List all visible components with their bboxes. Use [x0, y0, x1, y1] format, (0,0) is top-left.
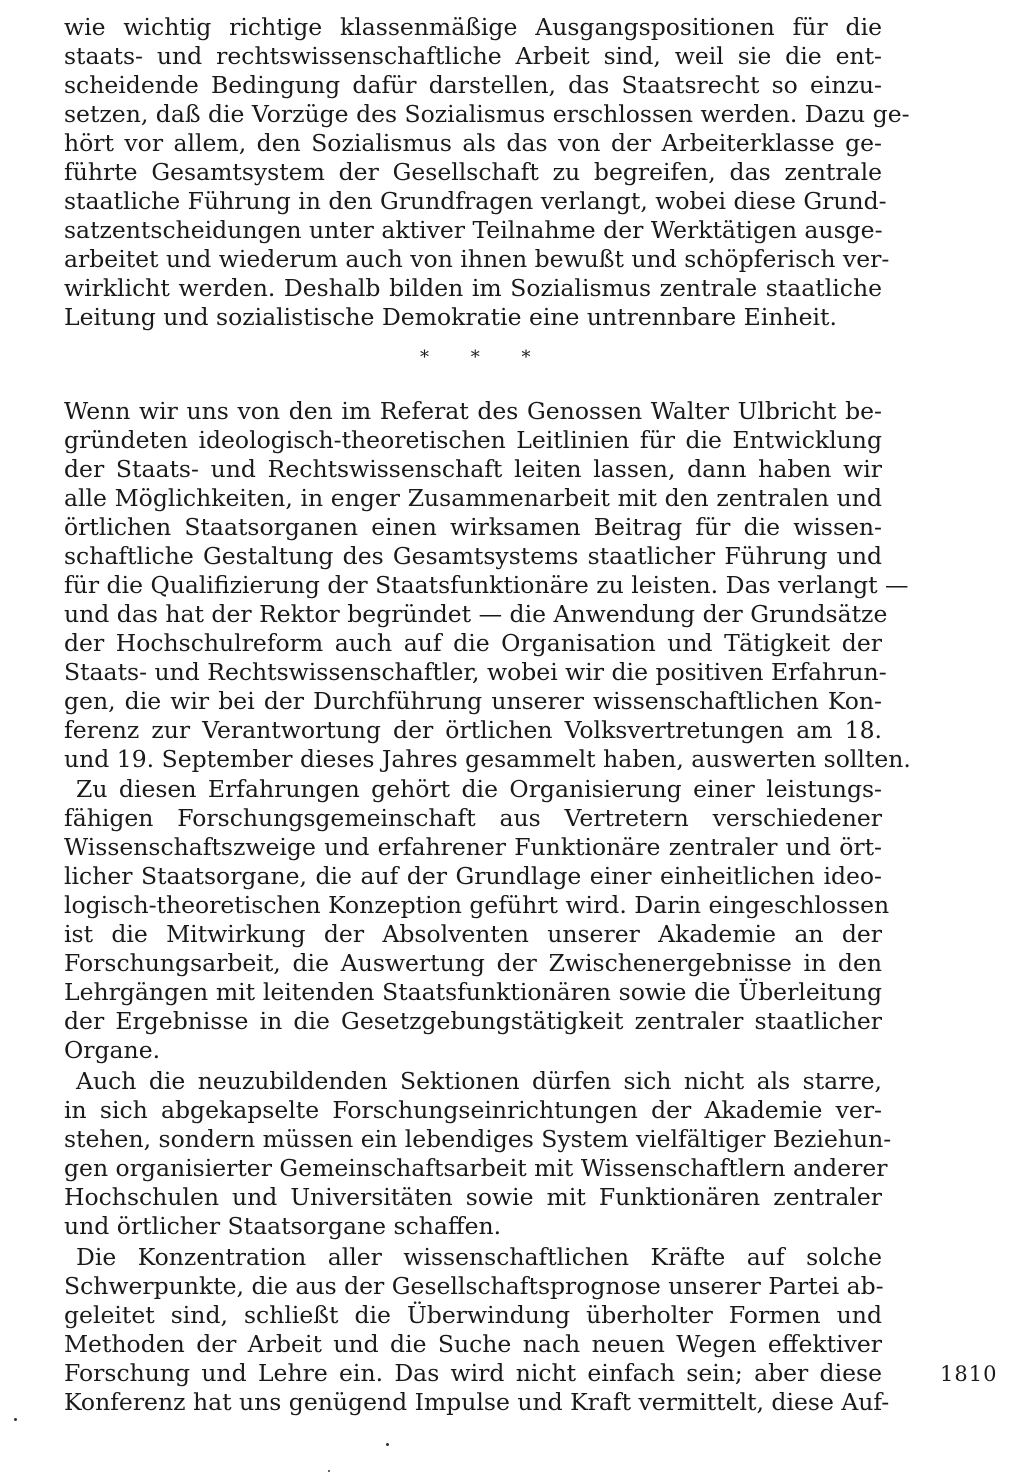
text-line: Leitung und sozialistische Demokratie eine untrennbare Einheit.: [64, 303, 837, 331]
text-line: arbeitet und wiederum auch von ihnen bewußt und schöpferisch ver-: [64, 245, 890, 273]
text-line: satzentscheidungen unter aktiver Teilnahme der Werktätigen ausge-: [64, 216, 883, 244]
text-line: Staats- und Rechtswissenschaftler, wobei wir die positiven Erfahrun-: [64, 658, 887, 686]
section-separator: * * *: [420, 347, 549, 368]
text-line: der Staats- und Rechtswissenschaft leiten lassen, dann haben wir: [64, 455, 882, 483]
text-line: örtlichen Staatsorganen einen wirksamen Beitrag für die wissen-: [64, 513, 882, 541]
text-line: und 19. September dieses Jahres gesammelt haben, auswerten sollten.: [64, 745, 911, 773]
page-number: 1810: [940, 1362, 998, 1386]
text-line: scheidende Bedingung dafür darstellen, das Staatsrecht so einzu-: [64, 71, 882, 99]
text-line: Zu diesen Erfahrungen gehört die Organisierung einer leistungs-: [76, 775, 882, 803]
text-line: stehen, sondern müssen ein lebendiges System vielfältiger Beziehun-: [64, 1125, 892, 1153]
text-line: schaftliche Gestaltung des Gesamtsystems staatlicher Führung und: [64, 542, 882, 570]
text-line: und das hat der Rektor begründet — die Anwendung der Grundsätze: [64, 600, 888, 628]
text-line: alle Möglichkeiten, in enger Zusammenarbeit mit den zentralen und: [64, 484, 882, 512]
scan-speck: [386, 1443, 389, 1446]
text-line: setzen, daß die Vorzüge des Sozialismus erschlossen werden. Dazu ge-: [64, 100, 910, 128]
text-line: Auch die neuzubildenden Sektionen dürfen sich nicht als starre,: [76, 1067, 882, 1095]
text-line: Hochschulen und Universitäten sowie mit Funktionären zentraler: [64, 1183, 882, 1211]
text-line: ist die Mitwirkung der Absolventen unserer Akademie an der: [64, 920, 882, 948]
text-line: Forschung und Lehre ein. Das wird nicht einfach sein; aber diese: [64, 1359, 882, 1387]
text-line: Forschungsarbeit, die Auswertung der Zwischenergebnisse in den: [64, 949, 882, 977]
text-line: Die Konzentration aller wissenschaftlichen Kräfte auf solche: [76, 1243, 882, 1271]
text-line: der Ergebnisse in die Gesetzgebungstätigkeit zentraler staatlicher: [64, 1007, 882, 1035]
text-line: wie wichtig richtige klassenmäßige Ausgangspositionen für die: [64, 13, 882, 41]
text-line: Lehrgängen mit leitenden Staatsfunktionären sowie die Überleitung: [64, 978, 882, 1006]
text-line: Wissenschaftszweige und erfahrener Funktionäre zentraler und ört-: [64, 833, 882, 861]
text-line: Wenn wir uns von den im Referat des Genossen Walter Ulbricht be-: [64, 397, 882, 425]
text-line: fähigen Forschungsgemeinschaft aus Vertretern verschiedener: [64, 804, 882, 832]
text-line: Organe.: [64, 1036, 161, 1064]
text-line: gen, die wir bei der Durchführung unserer wissenschaftlichen Kon-: [64, 687, 882, 715]
text-line: logisch-theoretischen Konzeption geführt wird. Darin eingeschlossen: [64, 891, 890, 919]
scan-speck: [328, 1470, 330, 1472]
text-line: ferenz zur Verantwortung der örtlichen Volksvertretungen am 18.: [64, 716, 882, 744]
text-line: Konferenz hat uns genügend Impulse und Kraft vermittelt, diese Auf-: [64, 1388, 890, 1416]
text-line: hört vor allem, den Sozialismus als das von der Arbeiterklasse ge-: [64, 129, 882, 157]
text-line: licher Staatsorgane, die auf der Grundlage einer einheitlichen ideo-: [64, 862, 882, 890]
text-line: und örtlicher Staatsorgane schaffen.: [64, 1212, 502, 1240]
text-line: in sich abgekapselte Forschungseinrichtungen der Akademie ver-: [64, 1096, 882, 1124]
text-line: Methoden der Arbeit und die Suche nach neuen Wegen effektiver: [64, 1330, 882, 1358]
text-line: führte Gesamtsystem der Gesellschaft zu begreifen, das zentrale: [64, 158, 882, 186]
text-line: für die Qualifizierung der Staatsfunktionäre zu leisten. Das verlangt —: [64, 571, 909, 599]
text-line: staatliche Führung in den Grundfragen verlangt, wobei diese Grund-: [64, 187, 887, 215]
text-line: wirklicht werden. Deshalb bilden im Sozialismus zentrale staatliche: [64, 274, 882, 302]
scan-speck: [14, 1418, 17, 1421]
text-line: gen organisierter Gemeinschaftsarbeit mit Wissenschaftlern anderer: [64, 1154, 888, 1182]
text-line: Schwerpunkte, die aus der Gesellschaftsprognose unserer Partei ab-: [64, 1272, 884, 1300]
text-line: staats- und rechtswissenschaftliche Arbeit sind, weil sie die ent-: [64, 42, 882, 70]
text-line: geleitet sind, schließt die Überwindung überholter Formen und: [64, 1301, 882, 1329]
text-line: der Hochschulreform auch auf die Organisation und Tätigkeit der: [64, 629, 882, 657]
text-line: gründeten ideologisch-theoretischen Leitlinien für die Entwicklung: [64, 426, 882, 454]
